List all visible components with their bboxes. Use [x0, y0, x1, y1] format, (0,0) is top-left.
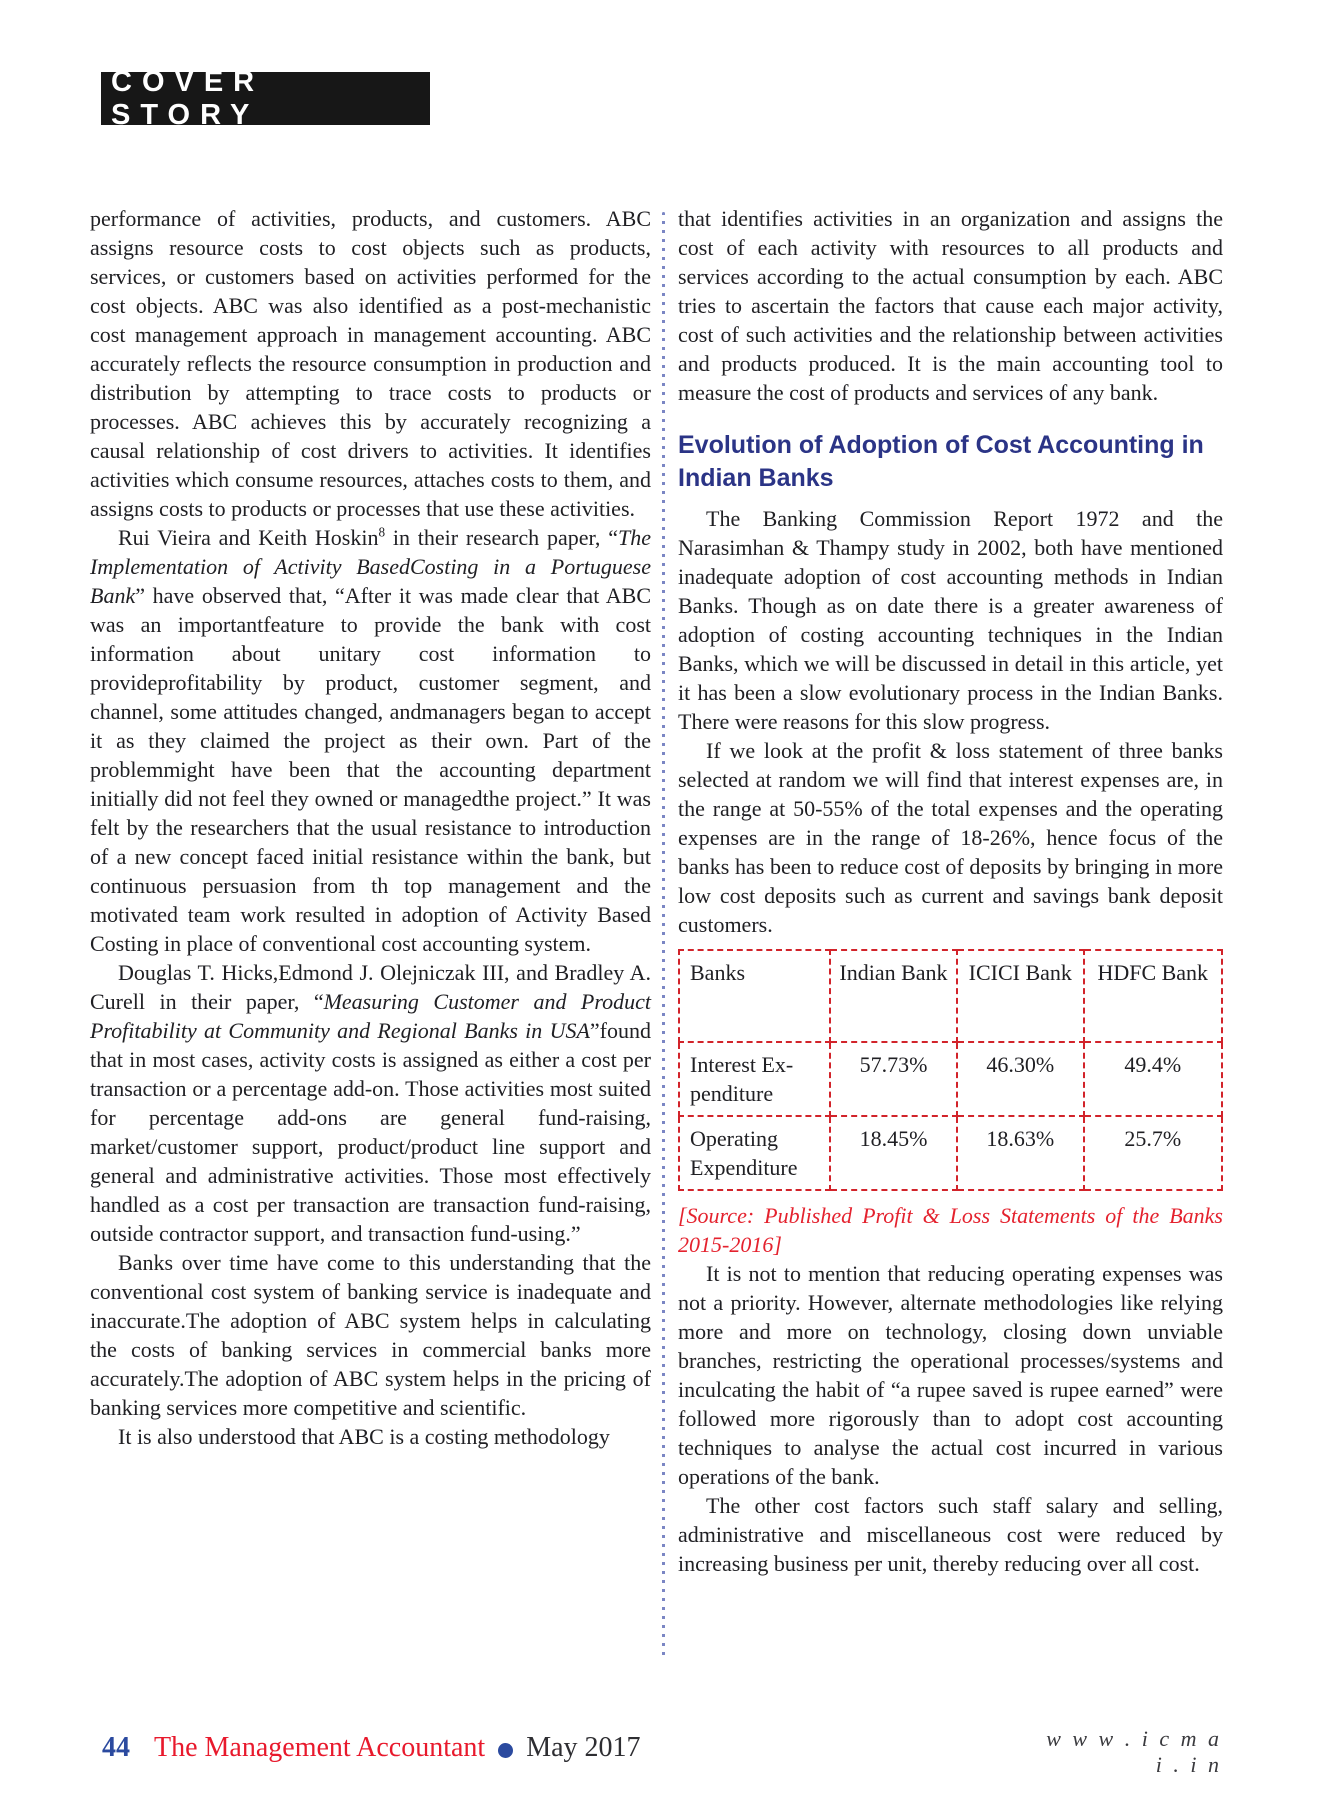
table-row-label: Operating Expenditure [679, 1116, 830, 1190]
table-row [679, 1116, 1222, 1190]
right-column-mid [678, 504, 1223, 939]
paragraph: The other cost factors such staff salary and selling, administrative and miscellaneous cost were reduced by increasing business per unit, thereby reducing over all cost. [678, 1493, 1223, 1576]
magazine-title: The Management Accountant [154, 1732, 486, 1763]
column-divider [662, 212, 665, 1656]
table-cell: 49.4% [1084, 1042, 1222, 1116]
paragraph: performance of activities, products, and customers. ABC assigns resource costs to cost objects such as products, services, or customers based on activities performed for the cost objects. ABC was also identified as a post-mechanistic cost management approach in management accounting. ABC accurately reflects the resource consumption in production and distribution by attempting to trace costs to products or processes. ABC achieves this by accurately recognizing a causal relationship of cost drivers to activities. It identifies activities which consume resources, attaches costs to them, and assigns costs to products or processes that use these activities. [90, 206, 651, 521]
page-number: 44 [102, 1732, 130, 1763]
table-header-row [679, 950, 1222, 1042]
expenditure-table [678, 949, 1223, 1191]
footnote-marker: 8 [378, 524, 386, 540]
paragraph: Rui Vieira and Keith Hoskin$^8$ in their research paper, “The Implementation of Activity BasedCosting in a Portuguese Bank” have observed that, “After it was made clear that ABC was an importantfeature to provide the bank with cost information about unitary cost information to provideprofitability by product, customer segment, and channel, some attitudes changed, andmanagers began to accept it as they claimed the project as their own. Part of the problemmight have been that the accounting department initially did not feel they owned or managedthe project.” It was felt by the researchers that the usual resistance to introduction of a new concept faced initial resistance within the bank, but continuous persuasion from th top management and the motivated team work resulted in adoption of Activity Based Costing in place of conventional cost accounting system. [90, 524, 651, 956]
table-header-cell: ICICI Bank [957, 950, 1084, 1042]
footer [102, 1732, 641, 1764]
banner-label: COVER STORY [111, 65, 265, 131]
italic-citation: The Implementation of Activity BasedCosting in a Portuguese Bank [90, 525, 651, 608]
table-cell: 25.7% [1084, 1116, 1222, 1190]
cover-story-banner [101, 65, 430, 131]
table-header-cell: HDFC Bank [1084, 950, 1222, 1042]
table-source-note: [Source: Published Profit & Loss Statements of the Banks 2015-2016] [678, 1203, 1223, 1257]
section-heading: Evolution of Adoption of Cost Accounting in Indian Banks [678, 431, 1204, 492]
table-row [679, 1042, 1222, 1116]
table-cell: 18.45% [830, 1116, 957, 1190]
paragraph: Douglas T. Hicks,Edmond J. Olejniczak III, and Bradley A. Curell in their paper, “Measuring Customer and Product Profitability at Community and Regional Banks in USA”found that in most cases, activity costs is assigned as either a cost per transaction or a percentage add-on. Those activities most suited for percentage add-ons are general fund-raising, market/customer support, product/product line support and general and administrative activities. Those most effectively handled as a cost per transaction are transaction fund-raising, outside contractor support, and transaction fund-using.” [90, 960, 651, 1246]
paragraph: that identifies activities in an organization and assigns the cost of each activity with resources to all products and services according to the actual consumption by each. ABC tries to ascertain the factors that cause each major activity, cost of such activities and the relationship between activities and products produced. It is the main accounting tool to measure the cost of products and services of any bank. [678, 206, 1223, 405]
paragraph: Banks over time have come to this understanding that the conventional cost system of banking service is inadequate and inaccurate.The adoption of ABC system helps in calculating the costs of banking services in commercial banks more accurately.The adoption of ABC system helps in the pricing of banking services more competitive and scientific. [90, 1250, 651, 1420]
right-column-bottom [678, 1259, 1223, 1578]
paragraph: If we look at the profit & loss statement of three banks selected at random we will find that interest expenses are, in the range at 50-55% of the total expenses and the operating expenses are in the range of 18-26%, hence focus of the banks has been to reduce cost of deposits by bringing in more low cost deposits such as current and savings bank deposit customers. [678, 738, 1223, 937]
table-row-label: Interest Ex-penditure [679, 1042, 830, 1116]
table-cell: 57.73% [830, 1042, 957, 1116]
separator-dot-icon [498, 1743, 513, 1758]
table-cell: 18.63% [957, 1116, 1084, 1190]
italic-citation: Measuring Customer and Product Profitability at Community and Regional Banks in USA [90, 989, 651, 1043]
paragraph: The Banking Commission Report 1972 and the Narasimhan & Thampy study in 2002, both have mentioned inadequate adoption of cost accounting methods in Indian Banks. Though as on date there is a greater awareness of adoption of costing accounting techniques in the Indian Banks, which we will be discussed in detail in this article, yet it has been a slow evolutionary process in the Indian Banks. There were reasons for this slow progress. [678, 506, 1223, 734]
paragraph: It is not to mention that reducing operating expenses was not a priority. However, alternate methodologies like relying more and more on technology, closing down unviable branches, restricting the operational processes/systems and inculcating the habit of “a rupee saved is rupee earned” were followed more rigorously than to adopt cost accounting techniques to analyse the actual cost incurred in various operations of the bank. [678, 1261, 1223, 1489]
issue-date: May 2017 [526, 1732, 641, 1763]
table-header-cell: Banks [679, 950, 830, 1042]
website-url: w w w . i c m a i . i n [1046, 1726, 1222, 1777]
table-header-cell: Indian Bank [830, 950, 957, 1042]
right-column [678, 204, 1223, 1578]
right-column-top [678, 204, 1223, 407]
paragraph: It is also understood that ABC is a costing methodology [118, 1424, 610, 1449]
left-column [90, 204, 651, 1451]
table-cell: 46.30% [957, 1042, 1084, 1116]
